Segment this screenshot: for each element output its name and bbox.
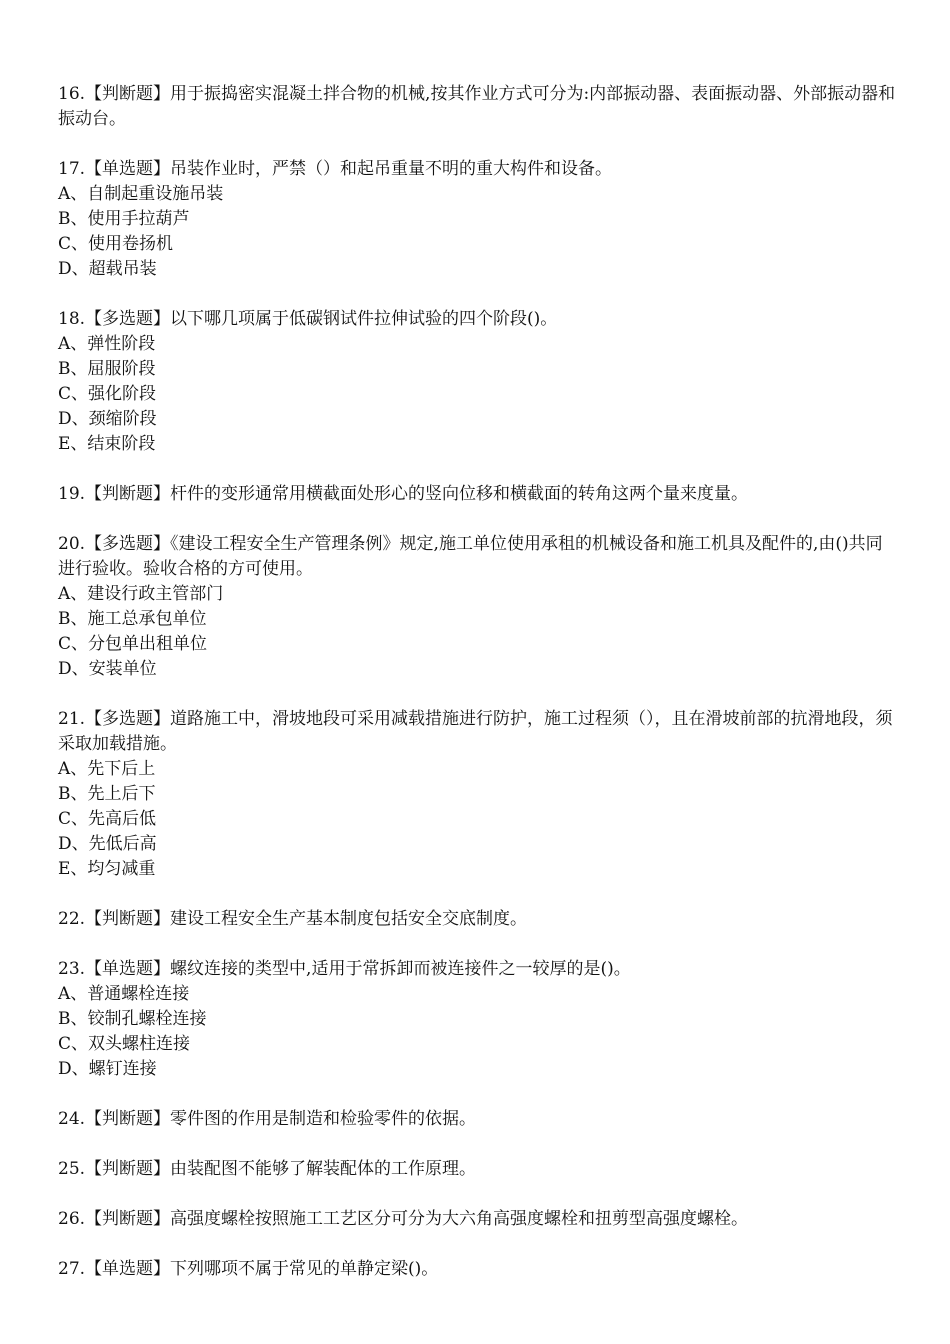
question-stem: 25.【判断题】由装配图不能够了解装配体的工作原理。 (58, 1159, 477, 1179)
question-26 (58, 1207, 898, 1232)
question-18 (58, 307, 898, 457)
option-b: B、屈服阶段 (58, 359, 156, 379)
option-b: B、使用手拉葫芦 (58, 209, 190, 229)
question-stem: 23.【单选题】螺纹连接的类型中,适用于常拆卸而被连接件之一较厚的是()。 (58, 959, 631, 979)
option-a: A、普通螺栓连接 (58, 984, 190, 1004)
option-d: D、螺钉连接 (58, 1059, 157, 1079)
option-list (58, 582, 898, 682)
question-stem: 27.【单选题】下列哪项不属于常见的单静定梁()。 (58, 1259, 439, 1279)
option-e: E、结束阶段 (58, 434, 156, 454)
option-c: C、先高后低 (58, 809, 157, 829)
question-list (58, 82, 898, 1307)
option-a: A、先下后上 (58, 759, 156, 779)
option-list (58, 757, 898, 882)
option-d: D、超载吊装 (58, 259, 157, 279)
question-21 (58, 707, 898, 882)
option-list (58, 332, 898, 457)
option-c: C、强化阶段 (58, 384, 157, 404)
option-b: B、施工总承包单位 (58, 609, 207, 629)
option-c: C、分包单出租单位 (58, 634, 208, 654)
option-a: A、自制起重设施吊装 (58, 184, 224, 204)
question-25 (58, 1157, 898, 1182)
option-b: B、先上后下 (58, 784, 156, 804)
option-list (58, 982, 898, 1082)
question-22 (58, 907, 898, 932)
question-stem: 20.【多选题】《建设工程安全生产管理条例》规定,施工单位使用承租的机械设备和施工机具及配件的,由()共同进行验收。验收合格的方可使用。 (58, 534, 883, 579)
question-stem: 26.【判断题】高强度螺栓按照施工工艺区分可分为大六角高强度螺栓和扭剪型高强度螺栓。 (58, 1209, 749, 1229)
question-17 (58, 157, 898, 282)
question-23 (58, 957, 898, 1082)
option-list (58, 182, 898, 282)
option-e: E、均匀减重 (58, 859, 156, 879)
question-16 (58, 82, 898, 132)
question-24 (58, 1107, 898, 1132)
question-stem: 24.【判断题】零件图的作用是制造和检验零件的依据。 (58, 1109, 477, 1129)
option-c: C、双头螺柱连接 (58, 1034, 191, 1054)
question-stem: 16.【判断题】用于振捣密实混凝土拌合物的机械,按其作业方式可分为:内部振动器、表面振动器、外部振动器和振动台。 (58, 84, 896, 129)
question-20 (58, 532, 898, 682)
question-stem: 18.【多选题】以下哪几项属于低碳钢试件拉伸试验的四个阶段()。 (58, 309, 558, 329)
question-stem: 17.【单选题】吊装作业时，严禁（）和起吊重量不明的重大构件和设备。 (58, 159, 613, 179)
question-stem: 19.【判断题】杆件的变形通常用横截面处形心的竖向位移和横截面的转角这两个量来度量。 (58, 484, 749, 504)
option-b: B、铰制孔螺栓连接 (58, 1009, 207, 1029)
option-a: A、弹性阶段 (58, 334, 156, 354)
question-stem: 22.【判断题】建设工程安全生产基本制度包括安全交底制度。 (58, 909, 528, 929)
option-d: D、先低后高 (58, 834, 157, 854)
option-a: A、建设行政主管部门 (58, 584, 224, 604)
question-stem: 21.【多选题】道路施工中，滑坡地段可采用减载措施进行防护，施工过程须（），且在滑坡前部的抗滑地段，须采取加载措施。 (58, 709, 893, 754)
question-27 (58, 1257, 898, 1282)
option-c: C、使用卷扬机 (58, 234, 174, 254)
question-19 (58, 482, 898, 507)
option-d: D、颈缩阶段 (58, 409, 157, 429)
option-d: D、安装单位 (58, 659, 157, 679)
